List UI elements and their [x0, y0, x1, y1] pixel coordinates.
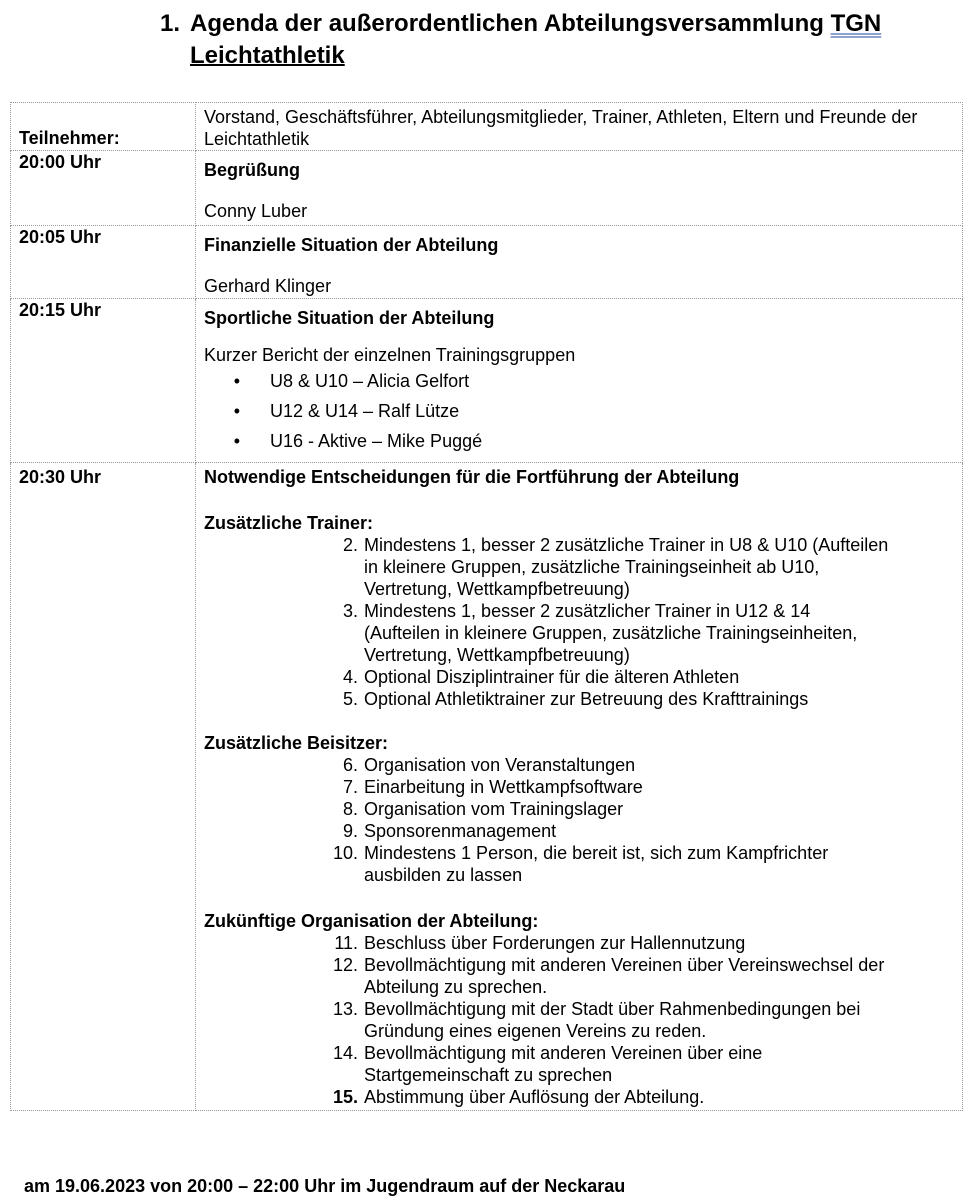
agenda-time: 20:00 Uhr: [11, 151, 196, 226]
agenda-content: [196, 151, 963, 226]
agenda-table: [10, 102, 963, 1111]
title-underlined-tgn: TGN: [830, 10, 882, 37]
table-row: [11, 463, 963, 1111]
list-item: • U16 - Aktive – Mike Puggé: [233, 431, 483, 451]
list-item: 6. Organisation von Veranstaltungen: [342, 755, 636, 775]
list-item: 15. Abstimmung über Auflösung der Abteilung.: [332, 1087, 705, 1107]
title-text: Agenda der außerordentlichen Abteilungsversammlung: [190, 10, 831, 37]
table-row: [11, 299, 963, 463]
participants-text: Vorstand, Geschäftsführer, Abteilungsmitglieder, Trainer, Athleten, Eltern und Freunde der Leichtathletik: [196, 103, 963, 151]
group-title: Zukünftige Organisation der Abteilung:: [204, 911, 539, 931]
agenda-intro: Kurzer Bericht der einzelnen Trainingsgruppen: [204, 345, 576, 365]
list-item: 14. Bevollmächtigung mit anderen Vereinen über eine Startgemeinschaft zu sprechen: [332, 1043, 763, 1085]
list-item: 11. Beschluss über Forderungen zur Hallennutzung: [334, 933, 746, 953]
list-item: 12. Bevollmächtigung mit anderen Vereinen über Vereinswechsel der Abteilung zu sprechen.: [332, 955, 885, 997]
list-item: • U12 & U14 – Ralf Lütze: [233, 401, 460, 421]
agenda-content: [196, 226, 963, 299]
decisions-heading: Notwendige Entscheidungen für die Fortführung der Abteilung: [204, 467, 740, 487]
group-title: Zusätzliche Beisitzer:: [204, 733, 389, 753]
list-item: 8. Organisation vom Trainingslager: [342, 799, 624, 819]
list-item: 3. Mindestens 1, besser 2 zusätzlicher Trainer in U12 & 14 (Aufteilen in kleinere Gruppen, zusätzliche Trainingseinheiten, Vertretung, Wettkampfbetreuung): [342, 601, 858, 665]
participants-label: Teilnehmer:: [11, 103, 196, 151]
meeting-date-location: am 19.06.2023 von 20:00 – 22:00 Uhr im Jugendraum auf der Neckarau: [24, 1176, 626, 1196]
decisions-content: [196, 463, 963, 1111]
agenda-heading: Sportliche Situation der Abteilung: [204, 308, 495, 328]
agenda-time: 20:05 Uhr: [11, 226, 196, 299]
agenda-heading: Finanzielle Situation der Abteilung: [204, 235, 499, 255]
list-item: 5. Optional Athletiktrainer zur Betreuung des Krafttrainings: [342, 689, 809, 709]
list-item: 4. Optional Disziplintrainer für die älteren Athleten: [342, 667, 740, 687]
title-number: 1.: [160, 10, 181, 37]
list-item: 13. Bevollmächtigung mit der Stadt über Rahmenbedingungen bei Gründung eines eigenen Vereins zu reden.: [332, 999, 861, 1041]
list-item: 7. Einarbeitung in Wettkampfsoftware: [342, 777, 643, 797]
agenda-time: 20:30 Uhr: [11, 463, 196, 1111]
agenda-time: 20:15 Uhr: [11, 299, 196, 463]
list-item: • U8 & U10 – Alicia Gelfort: [233, 371, 470, 391]
table-row: [11, 226, 963, 299]
title-underlined-leichtathletik: Leichtathletik: [190, 42, 345, 69]
document-title: [160, 8, 950, 72]
list-item: 2. Mindestens 1, besser 2 zusätzliche Trainer in U8 & U10 (Aufteilen in kleinere Gruppen, zusätzliche Trainingseinheit ab U10, Vertretung, Wettkampfbetreuung): [342, 535, 889, 599]
agenda-speaker: Conny Luber: [204, 201, 308, 221]
agenda-content: [196, 299, 963, 463]
list-item: 9. Sponsorenmanagement: [342, 821, 557, 841]
table-row: [11, 103, 963, 151]
table-row: [11, 151, 963, 226]
agenda-heading: Begrüßung: [204, 160, 300, 180]
agenda-speaker: Gerhard Klinger: [204, 276, 332, 296]
list-item: 10. Mindestens 1 Person, die bereit ist, sich zum Kampfrichter ausbilden zu lassen: [332, 843, 829, 885]
group-title: Zusätzliche Trainer:: [204, 513, 374, 533]
